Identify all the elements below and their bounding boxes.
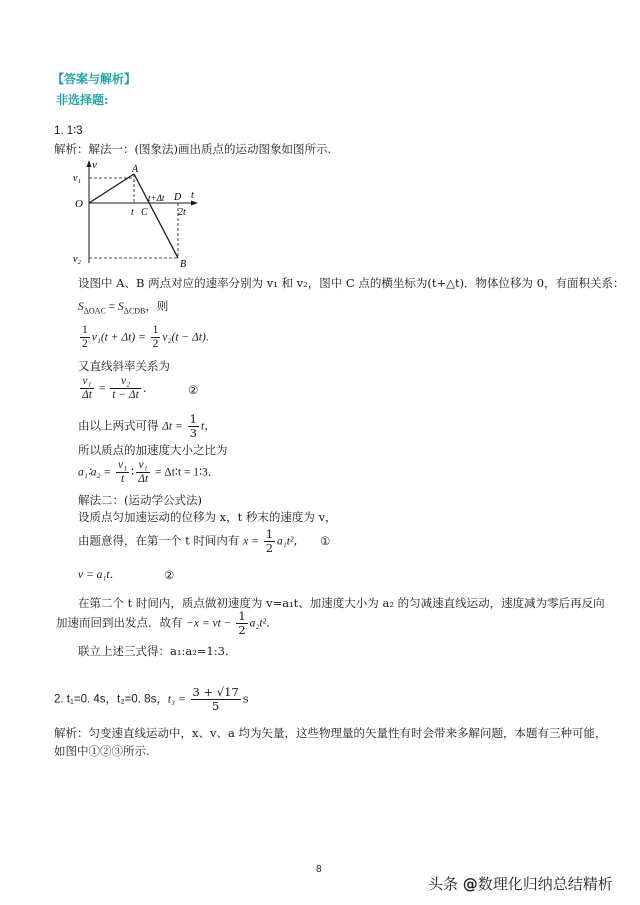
ratio-equation: a₁∶a₂ = $\frac{\text{v₁}}{t}$ ∶ $\frac{\text{v₁}}{\Delta t}$ = Δt∶t = 1∶3． — [78, 459, 220, 486]
slope-frac-1: $\frac{\text{v₁}}{\Delta t}$ — [82, 375, 92, 402]
eq1-left: v₁(t + Δt) = — [91, 331, 149, 344]
ratio-tail: = Δt∶t = 1∶3． — [152, 466, 220, 479]
two-t-label: 2t — [178, 207, 186, 218]
ratio-lhs: a₁∶a₂ = — [78, 466, 114, 479]
combine-tail: t， — [200, 420, 216, 433]
method2-l5-eq: −x = vt − — [186, 617, 235, 630]
watermark-name: 数理化归纳总结精析 — [477, 875, 613, 893]
area-rhs-sub: ΔCDB — [123, 306, 146, 316]
method2-line2 — [78, 528, 305, 555]
v1-label: v₁ — [73, 173, 81, 184]
origin-label: O — [75, 198, 83, 210]
method2-mark-2: ② — [164, 568, 175, 582]
point-c-label: C — [141, 207, 148, 218]
q1-analysis-intro: 解析：解法一：(图象法)画出质点的运动图象如图所示. — [54, 142, 332, 156]
point-b-label: B — [180, 259, 187, 270]
watermark-prefix: 头条 — [428, 875, 463, 893]
method2-mark-1: ① — [320, 534, 331, 548]
area-lhs: S — [78, 301, 84, 313]
area-eq: = — [105, 301, 119, 313]
combine-line — [78, 413, 216, 440]
slope-text: 又直线斜率关系为 — [78, 359, 170, 373]
point-a-label: A — [132, 164, 139, 175]
eq1-right: v₂(t − Δt). — [162, 331, 209, 344]
section-title: 非选择题: — [56, 93, 109, 107]
v2-label: v₂ — [73, 254, 81, 265]
half-fraction: $\frac{1}{2}$ — [82, 324, 88, 351]
v-axis-arrow — [87, 160, 92, 167]
watermark-at: @ — [462, 875, 478, 893]
v-axis-label: v — [92, 159, 97, 171]
method2-line5 — [56, 610, 278, 637]
q2-answer-text: 2. t₁=0. 4s，t₂=0. 8s， — [54, 693, 168, 706]
method2-l2-tail: a₁t²， — [277, 535, 305, 548]
combine-text: 由以上两式可得 — [78, 418, 163, 433]
t-axis-arrow — [191, 201, 198, 206]
ratio-frac-2: $\frac{\text{v₁}}{\Delta t}$ — [138, 459, 149, 486]
slope-equation: $\frac{\text{v₁}}{\Delta t}$ = $\frac{\text{v₂}}{t - \Delta t}$ ． — [82, 375, 155, 402]
method2-title: 解法二：(运动学公式法) — [78, 493, 202, 507]
method2-line6: 联立上述三式得：a₁:a₂=1:3. — [78, 644, 229, 658]
combine-eq: Δt = — [162, 420, 186, 433]
ratio-frac-1: $\frac{\text{v₁}}{t}$ — [118, 459, 128, 486]
q2-answer — [54, 686, 249, 713]
area-rhs: S — [118, 301, 124, 313]
area-tail: ，则 — [145, 301, 169, 313]
q2-t3-fraction: $\frac{3 + √17}{5}$ — [192, 685, 239, 714]
method2-half: $\frac{1}{2}$ — [265, 527, 274, 556]
area-lhs-sub: ΔOAC — [83, 306, 106, 316]
t-tick-label: t — [131, 207, 134, 218]
q2-analysis-line2: 如图中①②③所示. — [54, 744, 150, 758]
ratio-text: 所以质点的加速度大小之比为 — [78, 443, 228, 457]
q1-line1: 设图中 A、B 两点对应的速率分别为 v₁ 和 v₂，图中 C 点的横坐标为(t+△t)．物体位移为 0，有面积关系： — [78, 276, 625, 290]
answer-title: 【答案与解析】 — [52, 72, 137, 86]
q1-answer: 1. 1∶3 — [54, 125, 83, 137]
method2-line3: v = a₁t． — [78, 569, 122, 581]
t-axis-label: t — [191, 190, 194, 201]
method2-l5-text: 加速而回到出发点．故有 — [56, 615, 187, 630]
one-third-fraction: $\frac{1}{3}$ — [189, 412, 197, 441]
t-plus-dt-label: t+Δt — [148, 193, 165, 203]
slope-mark: ② — [188, 383, 199, 397]
method2-line4: 在第二个 t 时间内，质点做初速度为 v=a₁t、加速度大小为 a₂ 的匀减速直线运动，速度减为零后再反向 — [78, 596, 605, 610]
method2-half-2: $\frac{1}{2}$ — [238, 609, 246, 638]
half-fraction-2: $\frac{1}{2}$ — [152, 324, 159, 351]
point-d-label: D — [174, 192, 182, 203]
method2-line1: 设质点匀加速运动的位移为 x，t 秒末的速度为 v， — [78, 510, 337, 524]
q2-t3: t₃ = — [167, 693, 189, 706]
velocity-time-graph — [72, 158, 202, 270]
q2-t3-unit: s — [242, 691, 249, 706]
page-number: 8 — [316, 864, 322, 875]
equation-1 — [78, 324, 209, 351]
method2-l2-text: 由题意得，在第一个 t 时间内有 — [78, 533, 244, 548]
method2-l5-tail: a₂t²． — [249, 617, 278, 630]
method2-l2-eq: x = — [243, 535, 262, 548]
area-relation — [78, 300, 168, 317]
watermark — [428, 874, 613, 894]
q2-analysis-line1: 解析：匀变速直线运动中，x、v、a 均为矢量，这些物理量的矢量性有时会带来多解问题，本题有三种可能， — [54, 726, 607, 740]
slope-frac-2: $\frac{\text{v₂}}{t - \Delta t}$ — [112, 375, 139, 402]
